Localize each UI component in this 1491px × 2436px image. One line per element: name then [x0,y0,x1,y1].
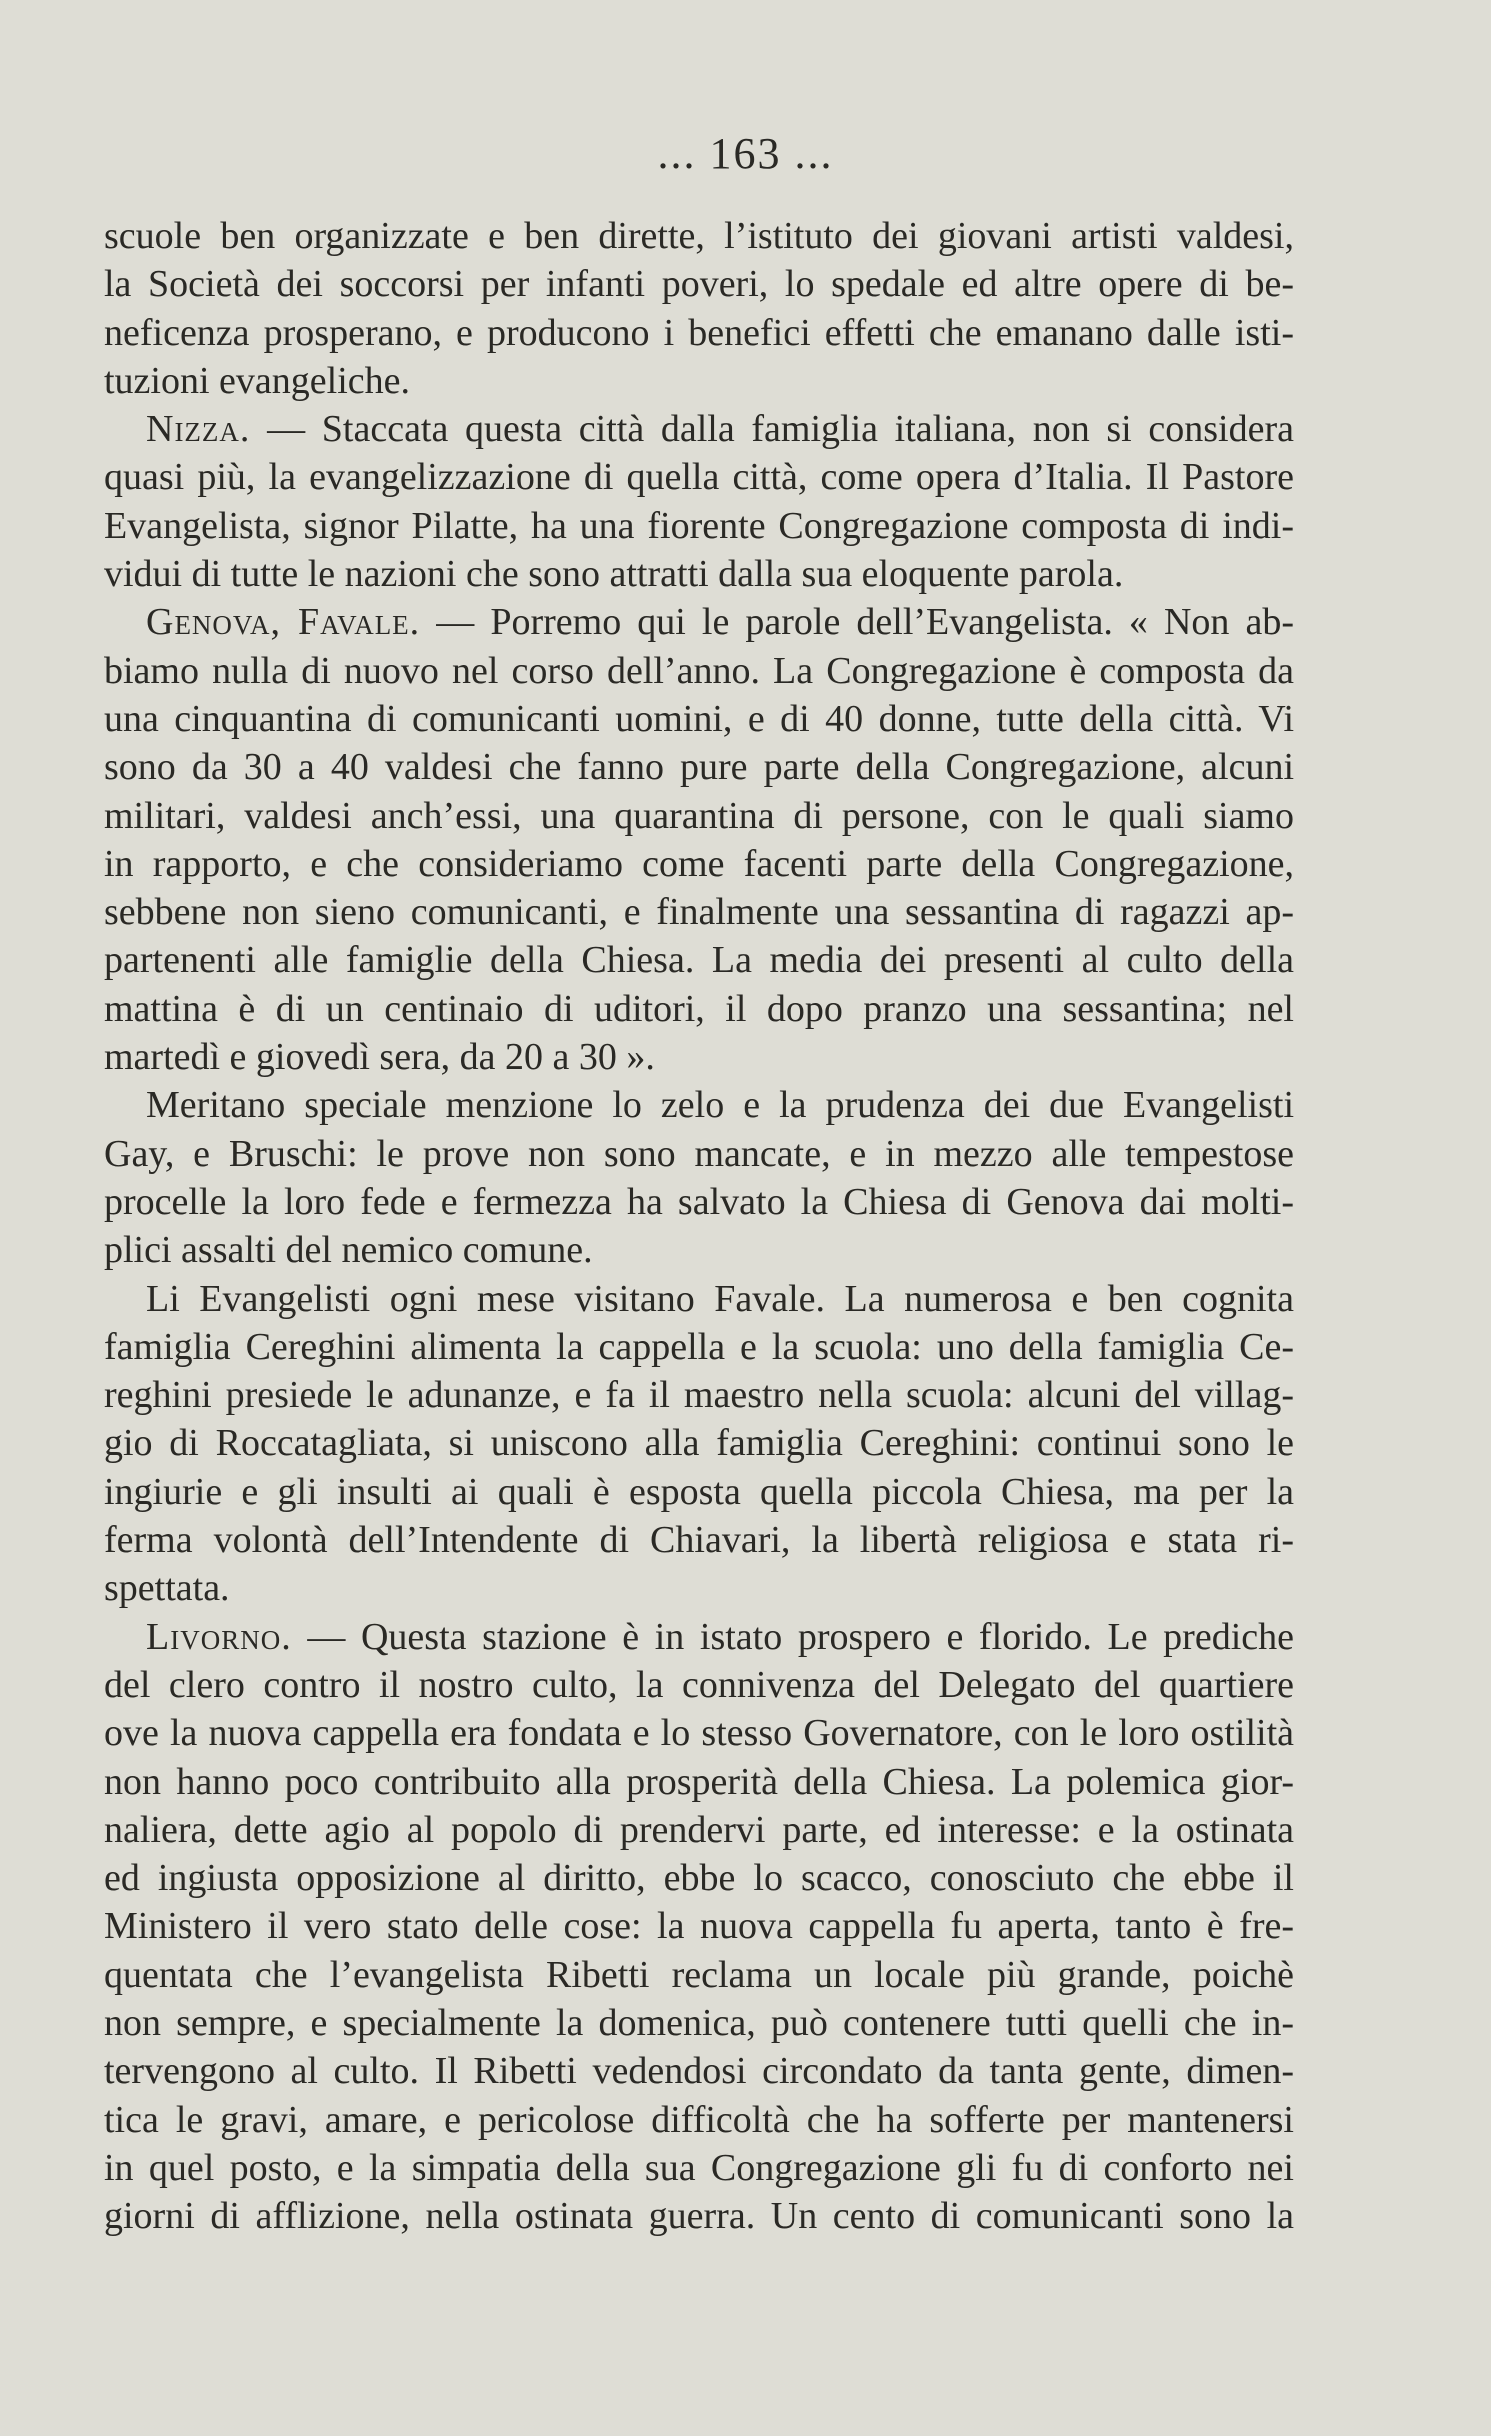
line-text: partenenti alle famiglie della Chiesa. La media dei presenti al culto della [104,939,1294,982]
text-line [104,598,1294,646]
line-text: non hanno poco contribuito alla prosperità della Chiesa. La polemica gior- [104,1760,1294,1803]
text-line [104,405,1294,453]
text-line [104,936,1294,984]
text-line [104,453,1294,501]
line-text: Li Evangelisti ogni mese visitano Favale. La numerosa e ben cognita [146,1277,1294,1320]
text-line [104,1419,1294,1467]
line-text: Gay, e Bruschi: le prove non sono mancate, e in mezzo alle tempestose [104,1132,1294,1175]
line-text: naliera, dette agio al popolo di prendervi parte, ed interesse: e la ostinata [104,1808,1294,1851]
text-line [104,1275,1294,1323]
text-line [104,1999,1294,2047]
line-text: sebbene non sieno comunicanti, e finalmente una sessantina di ragazzi ap- [104,891,1294,934]
line-text: plici assalti del nemico comune. [104,1229,593,1272]
line-text: gio di Roccatagliata, si uniscono alla famiglia Cereghini: continui sono le [104,1422,1294,1465]
text-line [104,743,1294,791]
line-text: la Società dei soccorsi per infanti poveri, lo spedale ed altre opere di be- [104,263,1294,306]
text-line [104,1130,1294,1178]
section-heading: Livorno. [146,1615,292,1658]
text-line [104,502,1294,550]
text-line [104,1613,1294,1661]
line-text: Evangelista, signor Pilatte, ha una fiorente Congregazione composta di indi- [104,504,1294,547]
text-line [104,888,1294,936]
text-line [104,1516,1294,1564]
text-line [104,1323,1294,1371]
section-heading: Nizza. [146,408,251,451]
line-text: neficenza prosperano, e producono i benefici effetti che emanano dalle isti- [104,311,1294,354]
line-text: reghini presiede le adunanze, e fa il maestro nella scuola: alcuni del villag- [104,1374,1294,1417]
text-line [104,985,1294,1033]
text-line [104,1226,1294,1274]
line-text: non sempre, e specialmente la domenica, può contenere tutti quelli che in- [104,2001,1294,2044]
text-line [104,1178,1294,1226]
text-line [104,1902,1294,1950]
section-heading: Genova, Favale. [146,601,421,644]
line-text: tica le gravi, amare, e pericolose difficoltà che ha sofferte per mantenersi [104,2098,1294,2141]
line-text: in rapporto, e che consideriamo come facenti parte della Congregazione, [104,842,1294,885]
text-line [104,1709,1294,1757]
line-text: vidui di tutte le nazioni che sono attratti dalla sua eloquente parola. [104,553,1124,596]
text-line [104,2144,1294,2192]
line-text: mattina è di un centinaio di uditori, il dopo pranzo una sessantina; nel [104,987,1294,1030]
line-text: ferma volontà dell’Intendente di Chiavari, la libertà religiosa e stata ri- [104,1519,1294,1562]
line-text: — Porremo qui le parole dell’Evangelista. « Non ab- [420,601,1294,644]
line-text: militari, valdesi anch’essi, una quarantina di persone, con le quali siamo [104,794,1294,837]
text-line [104,1806,1294,1854]
line-text: Meritano speciale menzione lo zelo e la prudenza dei due Evangelisti [146,1084,1294,1127]
line-text: scuole ben organizzate e ben dirette, l’istituto dei giovani artisti valdesi, [104,215,1294,257]
line-text: ove la nuova cappella era fondata e lo stesso Governatore, con le loro ostilità [104,1712,1294,1755]
line-text: martedì e giovedì sera, da 20 a 30 ». [104,1036,655,1079]
text-line [104,1661,1294,1709]
line-text: famiglia Cereghini alimenta la cappella e la scuola: uno della famiglia Ce- [104,1325,1294,1368]
text-line [104,1371,1294,1419]
text-line [104,1854,1294,1902]
text-line [104,1564,1294,1612]
line-text: — Questa stazione è in istato prospero e florido. Le prediche [291,1615,1294,1658]
text-line [104,1081,1294,1129]
line-text: tervengono al culto. Il Ribetti vedendosi circondato da tanta gente, dimen- [104,2050,1294,2093]
line-text: spettata. [104,1567,230,1610]
text-line [104,695,1294,743]
line-text: Ministero il vero stato delle cose: la nuova cappella fu aperta, tanto è fre- [104,1905,1294,1948]
line-text: ingiurie e gli insulti ai quali è esposta quella piccola Chiesa, ma per la [104,1470,1294,1513]
text-line [104,357,1294,405]
line-text: una cinquantina di comunicanti uomini, e di 40 donne, tutte della città. Vi [104,697,1294,740]
text-line [104,2047,1294,2095]
line-text: biamo nulla di nuovo nel corso dell’anno. La Congregazione è composta da [104,649,1294,692]
text-line [104,2096,1294,2144]
text-line [104,550,1294,598]
text-line [104,309,1294,357]
text-line [104,1758,1294,1806]
text-line [104,2192,1294,2240]
text-line [104,1951,1294,1999]
line-text: giorni di afflizione, nella ostinata guerra. Un cento di comunicanti sono la [104,2195,1294,2238]
line-text: in quel posto, e la simpatia della sua Congregazione gli fu di conforto nei [104,2146,1294,2189]
text-line [104,840,1294,888]
line-text: quentata che l’evangelista Ribetti reclama un locale più grande, poichè [104,1953,1294,1996]
text-line [104,1033,1294,1081]
page-body [104,212,1294,2240]
line-text: del clero contro il nostro culto, la connivenza del Delegato del quartiere [104,1663,1294,1706]
line-text: procelle la loro fede e fermezza ha salvato la Chiesa di Genova dai molti- [104,1180,1294,1223]
text-line [104,647,1294,695]
text-line [104,212,1294,260]
line-text: ed ingiusta opposizione al diritto, ebbe lo scacco, conosciuto che ebbe il [104,1857,1294,1900]
line-text: — Staccata questa città dalla famiglia italiana, non si considera [250,408,1294,451]
text-line [104,792,1294,840]
line-text: tuzioni evangeliche. [104,359,410,402]
line-text: quasi più, la evangelizzazione di quella città, come opera d’Italia. Il Pastore [104,456,1294,499]
page-number: ... 163 ... [657,129,834,178]
line-text: sono da 30 a 40 valdesi che fanno pure parte della Congregazione, alcuni [104,746,1294,789]
text-line [104,260,1294,308]
text-line [104,1468,1294,1516]
